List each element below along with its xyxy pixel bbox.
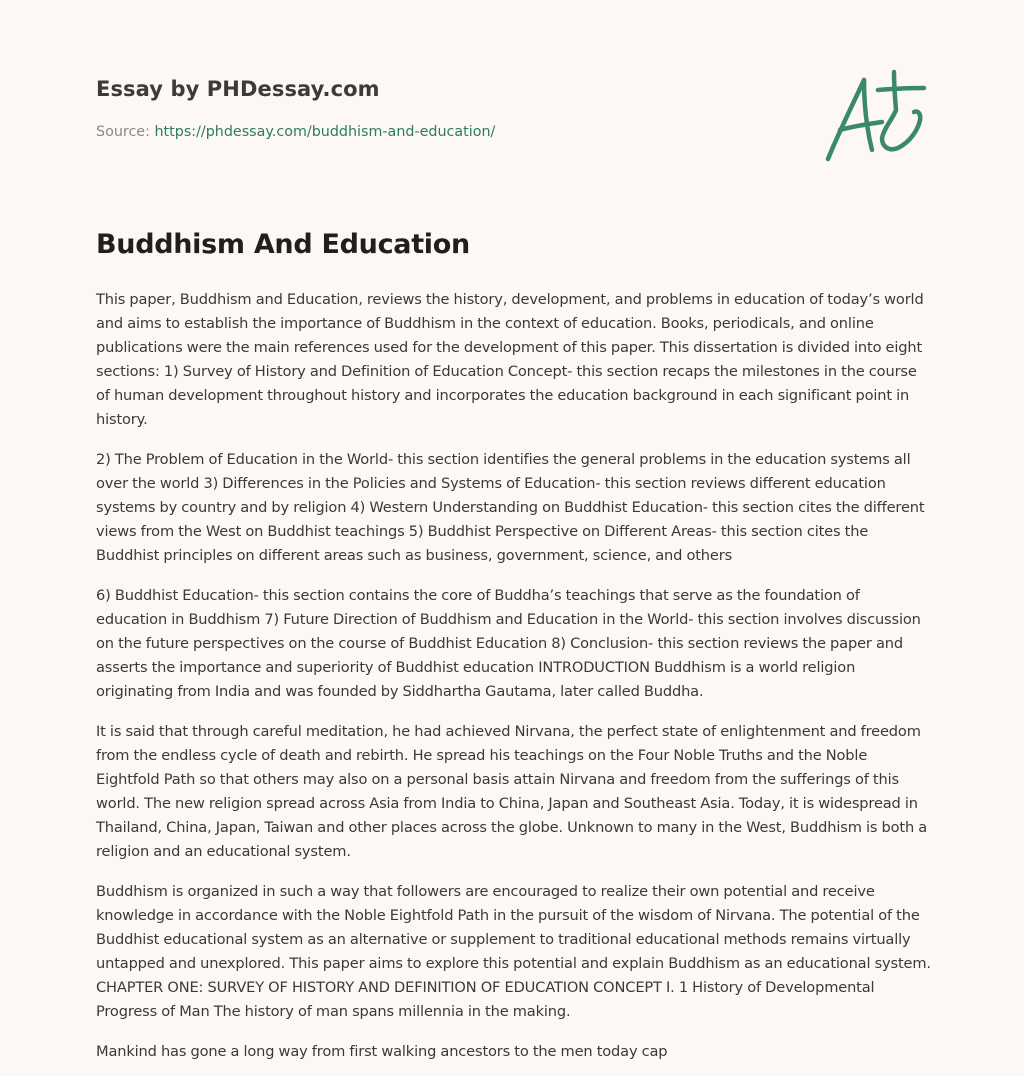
source-link[interactable]: https://phdessay.com/buddhism-and-education/: [154, 124, 496, 140]
essay-title: Buddhism And Education: [96, 229, 470, 260]
essay-paragraph: Mankind has gone a long way from first walking ancestors to the men today cap: [96, 1043, 668, 1060]
a-plus-grade-icon: [822, 68, 930, 166]
essay-paragraph: 6) Buddhist Education- this section contains the core of Buddha’s teachings that serve as the foundation of education in Buddhism 7) Future Direction of Buddhism and Education in the World- this section involves discussion on the future perspectives on the course of Buddhist Education 8) Conclusion- this section reviews the paper and asserts the importance and superiority of Buddhist education INTRODUCTION Buddhism is a world religion originating from India and was founded by Siddhartha Gautama, later called Buddha.: [96, 587, 921, 700]
source-label: Source:: [96, 124, 155, 140]
essay-content: [96, 226, 932, 1076]
essay-paragraph: This paper, Buddhism and Education, reviews the history, development, and problems in education of today’s world and aims to establish the importance of Buddhism in the context of education. Books, periodicals, and online publications were the main references used for the development of this paper. This dissertation is divided into eight sections: 1) Survey of History and Definition of Education Concept- this section recaps the milestones in the course of human development throughout history and incorporates the education background in each significant point in history.: [96, 291, 924, 428]
page-header: [96, 74, 796, 142]
essay-paragraph: It is said that through careful meditation, he had achieved Nirvana, the perfect state of enlightenment and freedom from the endless cycle of death and rebirth. He spread his teachings on the Four Noble Truths and the Noble Eightfold Path so that others may also on a personal basis attain Nirvana and freedom from the sufferings of this world. The new religion spread across Asia from India to China, Japan and Southeast Asia. Today, it is widespread in Thailand, China, Japan, Taiwan and other places across the globe. Unknown to many in the West, Buddhism is both a religion and an educational system.: [96, 723, 928, 860]
source-line: [96, 122, 796, 142]
essay-paragraph: 2) The Problem of Education in the World- this section identifies the general problems in the education systems all over the world 3) Differences in the Policies and Systems of Education- this section reviews different education systems by country and by religion 4) Western Understanding on Buddhist Education- this section cites the different views from the West on Buddhist teachings 5) Buddhist Perspective on Different Areas- this section cites the Buddhist principles on different areas such as business, government, science, and others: [96, 451, 925, 564]
essay-paragraph: Buddhism is organized in such a way that followers are encouraged to realize their own potential and receive knowledge in accordance with the Noble Eightfold Path in the pursuit of the wisdom of Nirvana. The potential of the Buddhist educational system as an alternative or supplement to traditional educational methods remains virtually untapped and unexplored. This paper aims to explore this potential and explain Buddhism as an educational system. CHAPTER ONE: SURVEY OF HISTORY AND DEFINITION OF EDUCATION CONCEPT I. 1 History of Developmental Progress of Man The history of man spans millennia in the making.: [96, 883, 931, 1020]
site-title: Essay by PHDessay.com: [96, 77, 380, 101]
